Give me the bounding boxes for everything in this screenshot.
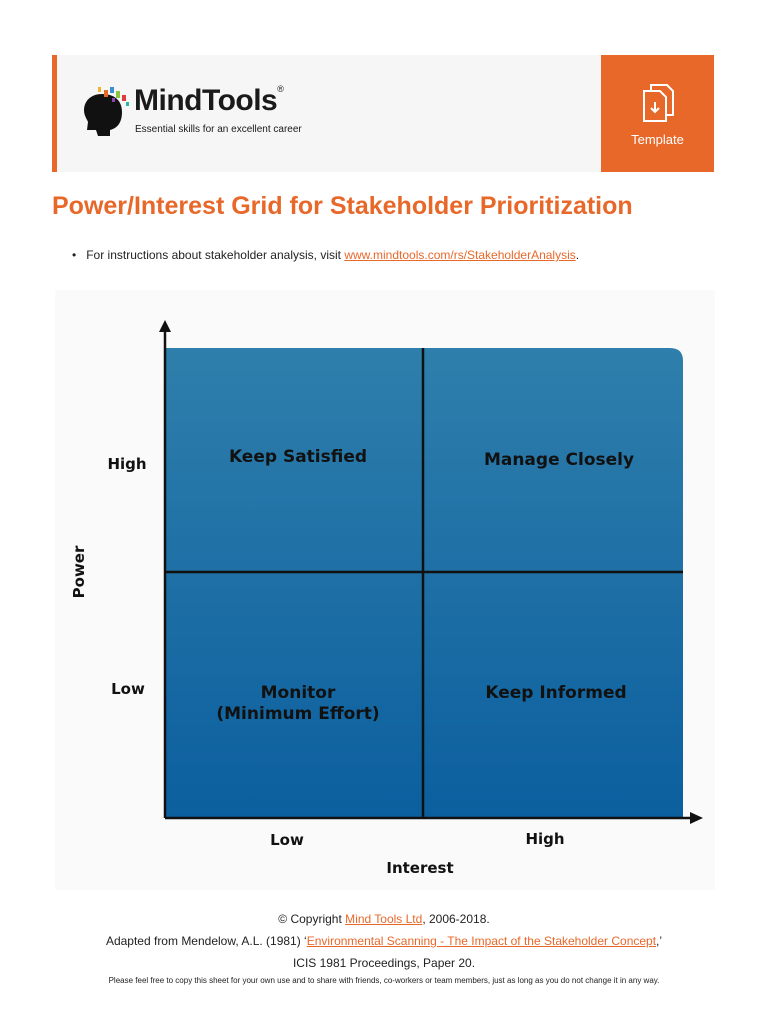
- y-axis-label: Power: [70, 545, 88, 599]
- permission-notice: Please feel free to copy this sheet for your own use and to share with friends, co-workers or team members, just as long as you do not change it in any way.: [108, 976, 660, 985]
- copyright-line: [0, 912, 768, 926]
- brand-tagline: Essential skills for an excellent career: [135, 124, 302, 135]
- instructions-suffix: .: [575, 248, 580, 262]
- stakeholder-analysis-link[interactable]: www.mindtools.com/rs/StakeholderAnalysis: [344, 248, 576, 262]
- x-axis-label: Interest: [386, 859, 454, 877]
- adapted-suffix: ,’: [656, 934, 663, 948]
- adapted-line: [0, 934, 768, 948]
- quadrant-monitor-line1: Monitor: [260, 683, 336, 703]
- x-tick-low: Low: [270, 831, 304, 849]
- y-tick-low: Low: [111, 680, 145, 698]
- adapted-prefix: Adapted from Mendelow, A.L. (1981) ‘: [105, 934, 307, 948]
- quadrant-keep-informed: Keep Informed: [485, 683, 627, 703]
- quadrant-manage-closely: Manage Closely: [483, 450, 635, 470]
- y-axis-arrow-icon: [159, 320, 171, 332]
- instructions-text: For instructions about stakeholder analysis, visit: [86, 248, 345, 262]
- quadrant-monitor-line2: (Minimum Effort): [216, 704, 380, 724]
- mind-tools-link[interactable]: Mind Tools Ltd: [345, 912, 423, 926]
- copyright-prefix: © Copyright: [278, 912, 346, 926]
- page-title: Power/Interest Grid for Stakeholder Prioritization: [52, 192, 633, 220]
- brand-name: MindTools®: [134, 84, 284, 117]
- bullet-dot-icon: •: [72, 248, 77, 262]
- proceedings-line: ICIS 1981 Proceedings, Paper 20.: [292, 956, 476, 970]
- source-paper-link[interactable]: Environmental Scanning - The Impact of the Stakeholder Concept: [306, 934, 657, 948]
- x-tick-high: High: [525, 830, 565, 848]
- y-tick-high: High: [107, 455, 147, 473]
- quadrant-keep-satisfied: Keep Satisfied: [228, 447, 368, 467]
- x-axis-arrow-icon: [690, 812, 703, 824]
- copyright-suffix: , 2006-2018.: [422, 912, 490, 926]
- template-label: Template: [631, 132, 684, 147]
